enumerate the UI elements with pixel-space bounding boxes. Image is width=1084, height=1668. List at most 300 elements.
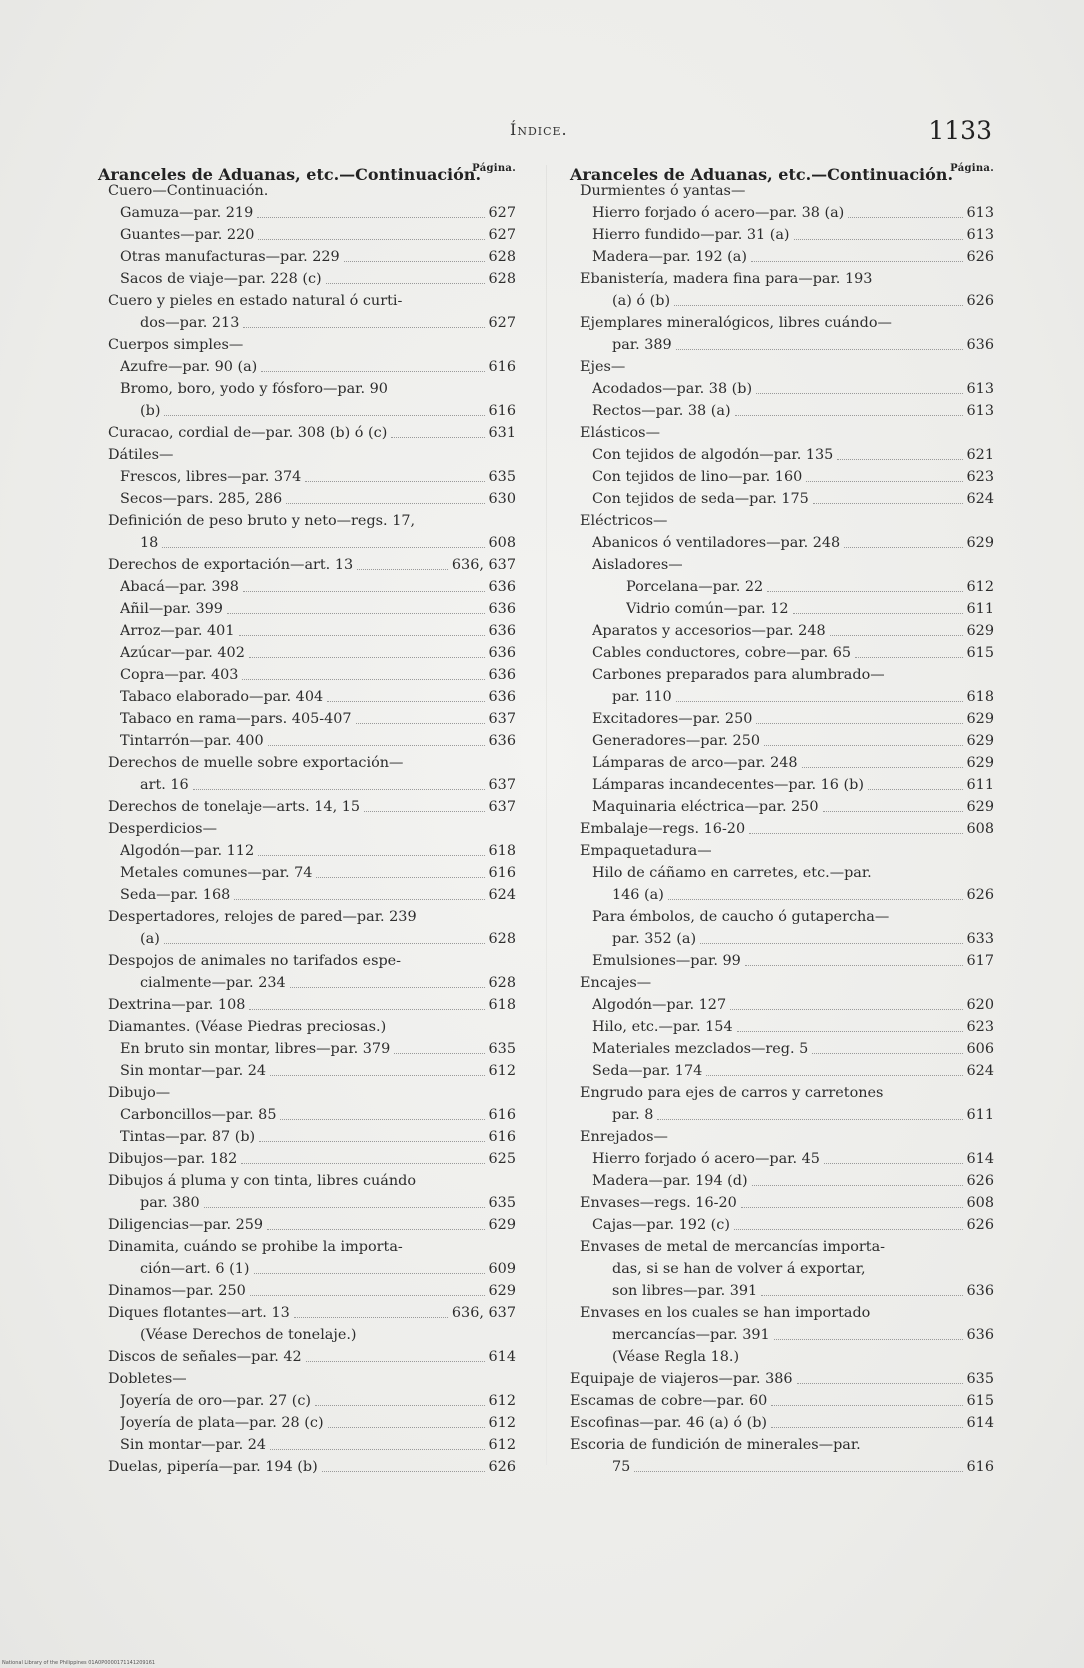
entry-text: (a) ó (b) — [612, 293, 671, 309]
index-entry — [570, 642, 994, 664]
index-entry — [98, 224, 516, 246]
leader-dots — [164, 943, 485, 944]
index-entry — [98, 1390, 516, 1412]
leader-dots — [391, 437, 484, 438]
index-entry — [98, 1456, 516, 1478]
index-entry — [98, 664, 516, 686]
leader-dots — [306, 1361, 485, 1362]
entry-text: Eléctricos— — [580, 513, 668, 529]
entry-page-ref: 616 — [488, 1129, 516, 1145]
entry-page-ref: 636 — [488, 579, 516, 595]
entry-page-ref: 635 — [966, 1371, 994, 1387]
leader-dots — [357, 569, 448, 570]
leader-dots — [259, 1141, 484, 1142]
index-entry — [570, 730, 994, 752]
entry-text: Derechos de tonelaje—arts. 14, 15 — [108, 799, 361, 815]
index-entry — [570, 334, 994, 356]
entry-text: Añil—par. 399 — [120, 601, 223, 617]
entry-text: Dinamos—par. 250 — [108, 1283, 246, 1299]
entry-text: Algodón—par. 112 — [120, 843, 255, 859]
index-entry — [98, 972, 516, 994]
index-entry — [98, 730, 516, 752]
entry-text: Sin montar—par. 24 — [120, 1437, 267, 1453]
index-entry — [570, 224, 994, 246]
entry-text: Frescos, libres—par. 374 — [120, 469, 302, 485]
leader-dots — [250, 1295, 485, 1296]
leader-dots — [830, 635, 963, 636]
entry-page-ref: 616 — [488, 403, 516, 419]
index-entry — [570, 620, 994, 642]
leader-dots — [305, 481, 484, 482]
index-entry — [98, 1280, 516, 1302]
entry-page-ref: 626 — [966, 249, 994, 265]
entry-page-ref: 636, 637 — [451, 1305, 516, 1321]
index-entry — [570, 664, 994, 686]
entry-text: Hierro forjado ó acero—par. 45 — [592, 1151, 820, 1167]
entry-text: Hierro fundido—par. 31 (a) — [592, 227, 790, 243]
leader-dots — [764, 745, 963, 746]
entry-page-ref: 613 — [966, 205, 994, 221]
entry-page-ref: 635 — [488, 1041, 516, 1057]
index-entry — [570, 1148, 994, 1170]
entry-text: Cuerpos simples— — [108, 337, 244, 353]
leader-dots — [634, 1471, 962, 1472]
running-title: Índice. — [510, 120, 568, 139]
column-heading — [570, 160, 994, 184]
entry-text: par. 8 — [612, 1107, 654, 1123]
entry-page-ref: 629 — [488, 1283, 516, 1299]
entry-text: das, si se han de volver á exportar, — [612, 1261, 866, 1277]
entry-text: Dobletes— — [108, 1371, 187, 1387]
entry-text: Guantes—par. 220 — [120, 227, 255, 243]
leader-dots — [741, 1207, 963, 1208]
entry-text: Empaquetadura— — [580, 843, 712, 859]
index-entry — [570, 312, 994, 334]
leader-dots — [268, 745, 485, 746]
leader-dots — [316, 877, 484, 878]
leader-dots — [676, 701, 963, 702]
entry-text: Con tejidos de algodón—par. 135 — [592, 447, 834, 463]
entry-page-ref: 613 — [966, 227, 994, 243]
index-entry — [98, 312, 516, 334]
column-heading — [98, 160, 516, 184]
entry-text: Con tejidos de lino—par. 160 — [592, 469, 803, 485]
index-entry — [570, 1214, 994, 1236]
index-entry — [98, 620, 516, 642]
entry-text: Escoria de fundición de minerales—par. — [570, 1437, 861, 1453]
index-entry — [570, 796, 994, 818]
entry-page-ref: 616 — [488, 359, 516, 375]
entry-text: Emulsiones—par. 99 — [592, 953, 741, 969]
index-entry — [98, 422, 516, 444]
index-entry — [570, 950, 994, 972]
entry-text: Elásticos— — [580, 425, 660, 441]
entry-page-ref: 608 — [966, 1195, 994, 1211]
index-entry — [98, 642, 516, 664]
leader-dots — [241, 1163, 484, 1164]
entry-page-ref: 629 — [966, 799, 994, 815]
index-entry — [570, 752, 994, 774]
entry-text: Ebanistería, madera fina para—par. 193 — [580, 271, 873, 287]
leader-dots — [258, 239, 484, 240]
entry-page-ref: 627 — [488, 315, 516, 331]
entry-page-ref: 626 — [966, 1217, 994, 1233]
index-entry — [98, 444, 516, 466]
leader-dots — [837, 459, 962, 460]
index-entry — [570, 378, 994, 400]
index-entry — [98, 290, 516, 312]
entry-page-ref: 623 — [966, 469, 994, 485]
entry-page-ref: 618 — [488, 997, 516, 1013]
index-entry — [570, 1368, 994, 1390]
leader-dots — [793, 613, 963, 614]
leader-dots — [267, 1229, 484, 1230]
entry-page-ref: 636 — [488, 601, 516, 617]
entry-page-ref: 630 — [488, 491, 516, 507]
index-entry — [570, 444, 994, 466]
entry-page-ref: 628 — [488, 249, 516, 265]
index-entries — [570, 180, 994, 1478]
entry-text: Abanicos ó ventiladores—par. 248 — [592, 535, 841, 551]
leader-dots — [756, 723, 962, 724]
index-entry — [570, 488, 994, 510]
entry-page-ref: 626 — [966, 887, 994, 903]
entry-page-ref: 612 — [488, 1063, 516, 1079]
entry-page-ref: 611 — [966, 777, 994, 793]
entry-page-ref: 606 — [966, 1041, 994, 1057]
leader-dots — [674, 305, 962, 306]
index-entry — [98, 1368, 516, 1390]
leader-dots — [270, 1075, 484, 1076]
leader-dots — [328, 1427, 485, 1428]
leader-dots — [227, 613, 485, 614]
entry-text: Diligencias—par. 259 — [108, 1217, 264, 1233]
scan-footer: National Library of the Philippines 01A0P0000171141209161 — [2, 1660, 156, 1666]
index-entry — [98, 400, 516, 422]
index-entry — [570, 1302, 994, 1324]
leader-dots — [752, 1185, 963, 1186]
index-entry — [98, 510, 516, 532]
entry-text: Dibujo— — [108, 1085, 171, 1101]
entry-text: Aparatos y accesorios—par. 248 — [592, 623, 826, 639]
index-entry — [570, 290, 994, 312]
entry-page-ref: 635 — [488, 469, 516, 485]
entry-text: Tabaco en rama—pars. 405-407 — [120, 711, 352, 727]
index-entry — [98, 1038, 516, 1060]
leader-dots — [243, 327, 484, 328]
index-entry — [98, 1082, 516, 1104]
entry-text: 75 — [612, 1459, 631, 1475]
index-entry — [570, 1346, 994, 1368]
index-entry — [98, 752, 516, 774]
entry-page-ref: 612 — [966, 579, 994, 595]
entry-page-ref: 617 — [966, 953, 994, 969]
index-entry — [570, 422, 994, 444]
index-entry — [98, 1412, 516, 1434]
index-entry — [98, 1148, 516, 1170]
entry-text: Escamas de cobre—par. 60 — [570, 1393, 768, 1409]
entry-page-ref: 624 — [966, 1063, 994, 1079]
entry-text: Excitadores—par. 250 — [592, 711, 753, 727]
index-entry — [98, 466, 516, 488]
entry-text: Curacao, cordial de—par. 308 (b) ó (c) — [108, 425, 388, 441]
entry-page-ref: 608 — [488, 535, 516, 551]
entry-page-ref: 636 — [488, 733, 516, 749]
entry-text: dos—par. 213 — [140, 315, 240, 331]
index-entry — [570, 928, 994, 950]
entry-page-ref: 628 — [488, 931, 516, 947]
index-entry — [98, 1434, 516, 1456]
page-column-label: Página. — [950, 163, 994, 174]
index-entry — [570, 532, 994, 554]
index-entry — [570, 1082, 994, 1104]
entry-text: Azúcar—par. 402 — [120, 645, 245, 661]
entry-text: Cajas—par. 192 (c) — [592, 1217, 730, 1233]
index-entry — [98, 708, 516, 730]
leader-dots — [813, 503, 963, 504]
leader-dots — [771, 1427, 963, 1428]
entry-text: Acodados—par. 38 (b) — [592, 381, 753, 397]
index-entry — [98, 1192, 516, 1214]
index-entry — [570, 576, 994, 598]
entry-text: Otras manufacturas—par. 229 — [120, 249, 340, 265]
entry-text: Duelas, pipería—par. 194 (b) — [108, 1459, 318, 1475]
leader-dots — [734, 1229, 963, 1230]
entry-page-ref: 613 — [966, 403, 994, 419]
entry-text: Gamuza—par. 219 — [120, 205, 254, 221]
leader-dots — [848, 217, 962, 218]
entry-text: 18 — [140, 535, 159, 551]
entry-page-ref: 635 — [488, 1195, 516, 1211]
entry-text: Vidrio común—par. 12 — [626, 601, 789, 617]
index-entry — [570, 1038, 994, 1060]
entry-page-ref: 624 — [488, 887, 516, 903]
entry-page-ref: 636 — [488, 645, 516, 661]
index-entry — [98, 268, 516, 290]
index-entry — [98, 1214, 516, 1236]
index-entry — [570, 554, 994, 576]
index-entry — [98, 1258, 516, 1280]
leader-dots — [286, 503, 484, 504]
entry-page-ref: 636 — [966, 337, 994, 353]
entry-text: Durmientes ó yantas— — [580, 183, 746, 199]
entry-page-ref: 633 — [966, 931, 994, 947]
index-entry — [570, 1016, 994, 1038]
entry-text: Dátiles— — [108, 447, 174, 463]
index-entry — [570, 840, 994, 862]
page-number: 1133 — [928, 116, 992, 145]
index-entry — [98, 488, 516, 510]
entry-page-ref: 625 — [488, 1151, 516, 1167]
index-entry — [98, 1302, 516, 1324]
entry-page-ref: 616 — [488, 865, 516, 881]
entry-text: Envases de metal de mercancías importa- — [580, 1239, 886, 1255]
leader-dots — [868, 789, 963, 790]
leader-dots — [394, 1053, 484, 1054]
entry-text: (Véase Derechos de tonelaje.) — [140, 1327, 357, 1343]
entry-page-ref: 614 — [966, 1415, 994, 1431]
entry-page-ref: 609 — [488, 1261, 516, 1277]
entry-text: Lámparas incandecentes—par. 16 (b) — [592, 777, 864, 793]
index-entry — [570, 202, 994, 224]
index-entry — [98, 1346, 516, 1368]
index-entry — [98, 356, 516, 378]
entry-text: Sin montar—par. 24 — [120, 1063, 267, 1079]
index-entry — [570, 1236, 994, 1258]
index-entry — [98, 1016, 516, 1038]
leader-dots — [802, 767, 963, 768]
index-entry — [570, 972, 994, 994]
entry-text: En bruto sin montar, libres—par. 379 — [120, 1041, 391, 1057]
entry-page-ref: 627 — [488, 205, 516, 221]
entry-page-ref: 637 — [488, 711, 516, 727]
entry-page-ref: 626 — [966, 1173, 994, 1189]
entry-text: Envases en los cuales se han importado — [580, 1305, 871, 1321]
leader-dots — [749, 833, 962, 834]
entry-page-ref: 612 — [488, 1437, 516, 1453]
leader-dots — [364, 811, 484, 812]
entry-page-ref: 615 — [966, 1393, 994, 1409]
index-entry — [98, 686, 516, 708]
continued-title: Aranceles de Aduanas, etc.—Continuación. — [570, 165, 954, 184]
leader-dots — [657, 1119, 962, 1120]
leader-dots — [193, 789, 485, 790]
leader-dots — [844, 547, 962, 548]
index-entry — [570, 1434, 994, 1456]
entry-page-ref: 621 — [966, 447, 994, 463]
entry-page-ref: 618 — [966, 689, 994, 705]
entry-text: Embalaje—regs. 16-20 — [580, 821, 746, 837]
entry-text: Tintas—par. 87 (b) — [120, 1129, 256, 1145]
entry-text: Carbones preparados para alumbrado— — [592, 667, 885, 683]
entry-text: cialmente—par. 234 — [140, 975, 286, 991]
index-entry — [570, 994, 994, 1016]
leader-dots — [249, 657, 485, 658]
entry-page-ref: 628 — [488, 975, 516, 991]
entry-page-ref: 636, 637 — [451, 557, 516, 573]
entry-page-ref: 611 — [966, 601, 994, 617]
continued-title: Aranceles de Aduanas, etc.—Continuación. — [98, 165, 482, 184]
index-entry — [570, 1170, 994, 1192]
entry-page-ref: 608 — [966, 821, 994, 837]
leader-dots — [700, 943, 962, 944]
leader-dots — [706, 1075, 962, 1076]
leader-dots — [676, 349, 963, 350]
index-entry — [570, 400, 994, 422]
index-entry — [98, 1060, 516, 1082]
entry-text: Azufre—par. 90 (a) — [120, 359, 258, 375]
entry-text: ción—art. 6 (1) — [140, 1261, 250, 1277]
index-entry — [570, 818, 994, 840]
index-entry — [570, 884, 994, 906]
entry-page-ref: 636 — [488, 689, 516, 705]
entry-text: Seda—par. 174 — [592, 1063, 703, 1079]
entry-page-ref: 611 — [966, 1107, 994, 1123]
leader-dots — [239, 635, 485, 636]
entry-text: Joyería de plata—par. 28 (c) — [120, 1415, 324, 1431]
entry-text: Enrejados— — [580, 1129, 668, 1145]
entry-text: Dibujos—par. 182 — [108, 1151, 238, 1167]
entry-text: Dinamita, cuándo se prohibe la importa- — [108, 1239, 403, 1255]
entry-page-ref: 636 — [966, 1327, 994, 1343]
entry-text: Cables conductores, cobre—par. 65 — [592, 645, 852, 661]
index-entry — [98, 994, 516, 1016]
index-entry — [570, 1258, 994, 1280]
index-entry — [98, 950, 516, 972]
index-entry — [570, 1104, 994, 1126]
entry-text: Metales comunes—par. 74 — [120, 865, 313, 881]
entry-text: Algodón—par. 127 — [592, 997, 727, 1013]
entry-text: par. 389 — [612, 337, 672, 353]
leader-dots — [234, 899, 484, 900]
entry-text: Diques flotantes—art. 13 — [108, 1305, 290, 1321]
index-entry — [570, 708, 994, 730]
index-entry — [570, 1324, 994, 1346]
entry-text: par. 352 (a) — [612, 931, 697, 947]
entry-page-ref: 624 — [966, 491, 994, 507]
index-entry — [570, 1126, 994, 1148]
index-entry — [570, 1280, 994, 1302]
entry-page-ref: 636 — [966, 1283, 994, 1299]
entry-text: par. 380 — [140, 1195, 200, 1211]
entry-text: Ejemplares mineralógicos, libres cuándo— — [580, 315, 892, 331]
entry-text: Encajes— — [580, 975, 652, 991]
entry-text: Cuero—Continuación. — [108, 183, 269, 199]
index-entry — [570, 1060, 994, 1082]
entry-text: Engrudo para ejes de carros y carretones — [580, 1085, 884, 1101]
index-entry — [98, 884, 516, 906]
entry-page-ref: 636 — [488, 667, 516, 683]
leader-dots — [326, 283, 485, 284]
leader-dots — [774, 1339, 963, 1340]
index-entry — [570, 510, 994, 532]
entry-text: Arroz—par. 401 — [120, 623, 235, 639]
index-entry — [98, 906, 516, 928]
entry-page-ref: 616 — [966, 1459, 994, 1475]
entry-text: Hilo de cáñamo en carretes, etc.—par. — [592, 865, 872, 881]
entry-page-ref: 637 — [488, 777, 516, 793]
entry-text: Madera—par. 194 (d) — [592, 1173, 748, 1189]
index-entry — [98, 532, 516, 554]
entry-text: Discos de señales—par. 42 — [108, 1349, 302, 1365]
entry-text: Abacá—par. 398 — [120, 579, 239, 595]
index-entry — [98, 818, 516, 840]
entry-page-ref: 613 — [966, 381, 994, 397]
entry-text: Aisladores— — [592, 557, 683, 573]
entry-page-ref: 626 — [966, 293, 994, 309]
index-entry — [98, 576, 516, 598]
entry-text: Generadores—par. 250 — [592, 733, 761, 749]
right-column — [570, 160, 994, 1478]
index-entries — [98, 180, 516, 1478]
leader-dots — [162, 547, 484, 548]
entry-text: Copra—par. 403 — [120, 667, 239, 683]
entry-text: Derechos de muelle sobre exportación— — [108, 755, 404, 771]
entry-text: Tabaco elaborado—par. 404 — [120, 689, 324, 705]
index-entry — [98, 1324, 516, 1346]
entry-text: Despojos de animales no tarifados espe- — [108, 953, 402, 969]
index-entry — [98, 796, 516, 818]
entry-text: Despertadores, relojes de pared—par. 239 — [108, 909, 417, 925]
index-entry — [570, 246, 994, 268]
entry-text: art. 16 — [140, 777, 189, 793]
entry-text: Cuero y pieles en estado natural ó curti- — [108, 293, 403, 309]
leader-dots — [249, 1009, 484, 1010]
leader-dots — [797, 1383, 963, 1384]
index-entry — [98, 862, 516, 884]
entry-text: Dibujos á pluma y con tinta, libres cuándo — [108, 1173, 417, 1189]
leader-dots — [823, 811, 963, 812]
